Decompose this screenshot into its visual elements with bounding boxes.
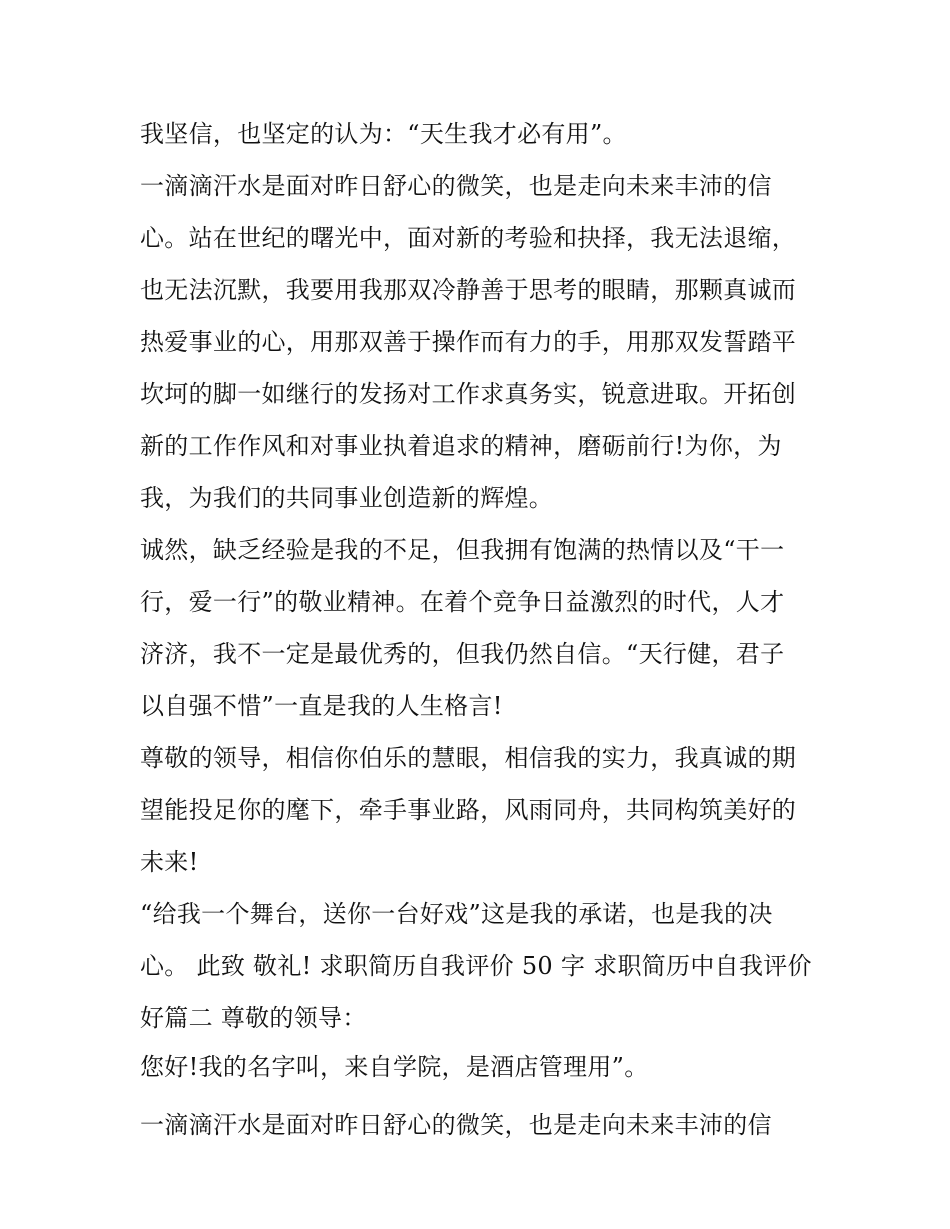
text-line: 坎坷的脚一如继行的发扬对工作求真务实，锐意进取。开拓创: [140, 380, 797, 408]
text-line: 济济，我不一定是最优秀的，但我仍然自信。“天行健，君子: [140, 640, 785, 668]
text-line: 我，为我们的共同事业创造新的辉煌。: [140, 484, 554, 512]
document-body: [140, 108, 815, 1151]
text-line: 热爱事业的心，用那双善于操作而有力的手，用那双发誓踏平: [140, 328, 797, 356]
text-line: 心。站在世纪的曙光中，面对新的考验和抉择，我无法退缩，: [140, 224, 797, 252]
text-line: 尊敬的领导，相信你伯乐的慧眼，相信我的实力，我真诚的期: [140, 744, 797, 772]
text-line: 行，爱一行”的敬业精神。在着个竞争日益激烈的时代，人才: [140, 588, 785, 616]
text-line: 我坚信，也坚定的认为：“天生我才必有用”。: [140, 120, 627, 148]
text-line: 一滴滴汗水是面对昨日舒心的微笑，也是走向未来丰沛的信: [140, 1111, 772, 1139]
text-line: 望能投足你的麾下，牵手事业路，风雨同舟，共同构筑美好的: [140, 796, 797, 824]
text-line: 心。 此致 敬礼! 求职简历自我评价 50 字 求职简历中自我评价: [140, 952, 812, 980]
text-line: 以自强不惜”一直是我的人生格言!: [140, 692, 503, 720]
text-line: 新的工作作风和对事业执着追求的精神，磨砺前行!为你，为: [140, 432, 782, 460]
text-line: 您好!我的名字叫，来自学院，是酒店管理用”。: [140, 1053, 649, 1081]
text-line: 一滴滴汗水是面对昨日舒心的微笑，也是走向未来丰沛的信: [140, 172, 772, 200]
text-line: 也无法沉默，我要用我那双冷静善于思考的眼睛，那颗真诚而: [140, 276, 797, 304]
text-line: “给我一个舞台，送你一台好戏”这是我的承诺，也是我的决: [140, 900, 773, 928]
text-line: 好篇二 尊敬的领导：: [140, 1004, 367, 1032]
text-line: 未来!: [140, 848, 199, 876]
text-line: 诚然，缺乏经验是我的不足，但我拥有饱满的热情以及“干一: [140, 536, 785, 564]
